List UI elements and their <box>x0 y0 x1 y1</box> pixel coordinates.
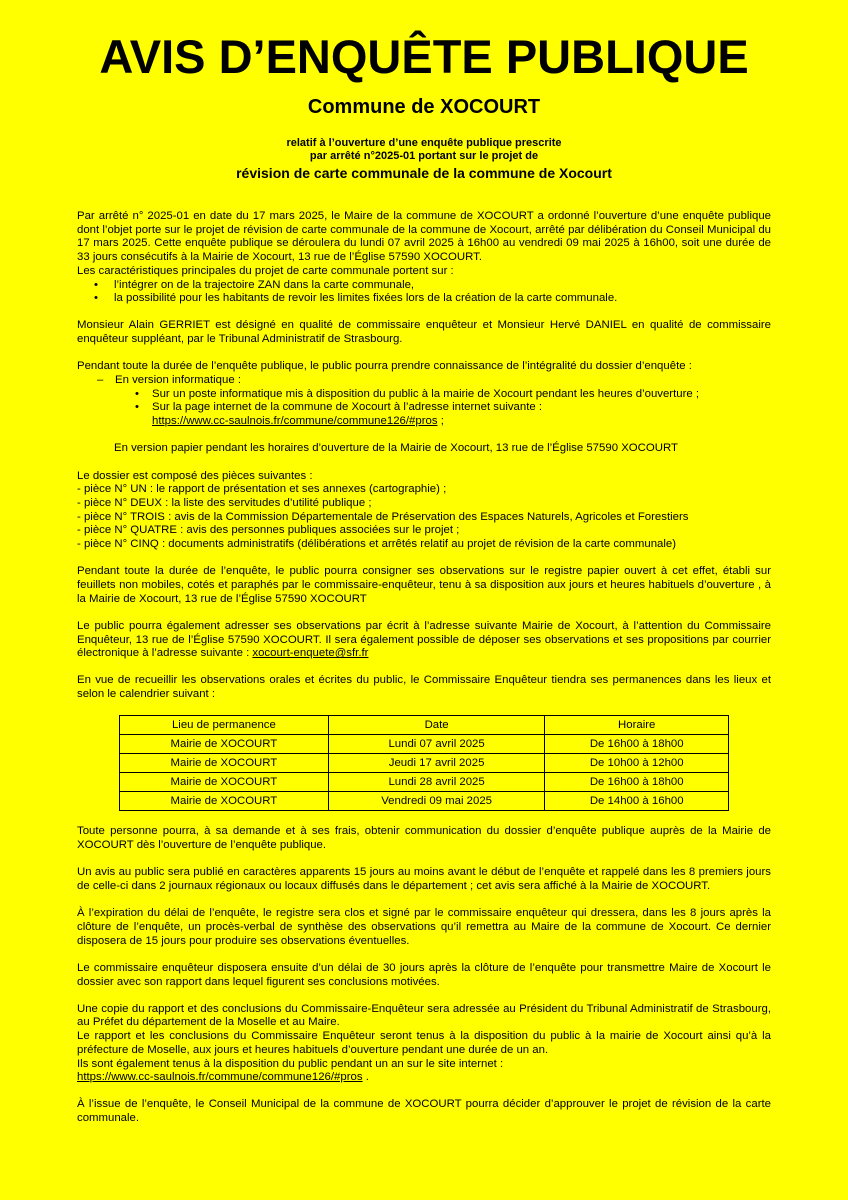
link-tail: . <box>362 1071 369 1084</box>
piece-item: - pièce N° TROIS : avis de la Commission Départementale de Préservation des Espaces Naturels, Agricoles et Forestiers <box>77 510 689 523</box>
paragraph-communication: Toute personne pourra, à sa demande et à ses frais, obtenir communication du dossier d’enquête publique auprès de la Mairie de XOCOURT dès l’ouverture de l’enquête publique. <box>77 825 771 852</box>
piece-item: - pièce N° DEUX : la liste des servitudes d’utilité publique ; <box>77 496 372 509</box>
table-row <box>120 773 729 792</box>
table-cell: De 14h00 à 16h00 <box>545 792 729 811</box>
table-row <box>120 754 729 773</box>
site-text: Ils sont également tenus à la disposition du public pendant un an sur le site internet : <box>77 1057 504 1070</box>
link-tail: ; <box>437 415 444 428</box>
column-header: Date <box>328 716 545 735</box>
relatif-line-3: révision de carte communale de la commune de Xocourt <box>236 165 612 181</box>
notice-body <box>77 210 771 1139</box>
table-cell: Mairie de XOCOURT <box>120 754 329 773</box>
table-cell: De 16h00 à 18h00 <box>545 773 729 792</box>
piece-item: - pièce N° CINQ : documents administratifs (délibérations et arrêtés relatif au projet de révision de la carte communale) <box>77 538 677 551</box>
arrete-text: Par arrêté n° 2025-01 en date du 17 mars 2025, le Maire de la commune de XOCOURT a ordonné l’ouverture d’une enquête publique dont l’objet porte sur le projet de révision de carte communale de la commune de Xocourt, arrêté par délibération du Conseil Municipal du 17 mars 2025. Cette enquête publique se déroulera du lundi 07 avril 2025 à 16h00 au vendredi 09 mai 2025 à 16h00, soit une durée de 33 jours consécutifs à la Mairie de Xocourt, 13 rue de l’Église 57590 XOCOURT. <box>77 210 771 264</box>
commune-web-link[interactable]: https://www.cc-saulnois.fr/commune/commune126/#pros <box>152 415 438 428</box>
relatif-line-2: par arrêté n°2025-01 portant sur le projet de <box>309 150 539 162</box>
list-item: • l’intégrer on de la trajectoire ZAN dans la carte communale, <box>114 279 771 293</box>
courrier-text: Le public pourra également adresser ses observations par écrit à l’adresse suivante Mairie de Xocourt, à l’attention du Commissaire Enquêteur, 13 rue de l’Église 57590 XOCOURT. Il sera également possible de déposer ses observations et ses propositions par courrier électronique à l’adresse suivante : <box>77 619 771 660</box>
paragraph-expiration: À l’expiration du délai de l’enquête, le registre sera clos et signé par le commissaire enquêteur qui dressera, dans les 8 jours après la clôture de l’enquête, un procès-verbal de synthèse des observations qu’il remettra au Maire de la commune de Xocourt. Ce dernier disposera de 15 jours pour produire ses observations éventuelles. <box>77 907 771 947</box>
column-header: Horaire <box>545 716 729 735</box>
paragraph-rapport: Le commissaire enquêteur disposera ensuite d’un délai de 30 jours après la clôture de l’enquête pour transmettre Maire de Xocourt le dossier avec son rapport dans lequel figurent ses conclusions motivées. <box>77 961 771 988</box>
paragraph-permanences: En vue de recueillir les observations orales et écrites du public, le Commissaire Enquêteur tiendra ses permanences dans les lieux et selon le calendrier suivant : <box>77 674 771 701</box>
paragraph-arrete <box>77 210 771 279</box>
table-cell: Lundi 28 avril 2025 <box>328 773 545 792</box>
paragraph-consultation: Pendant toute la durée de l’enquête publique, le public pourra prendre connaissance de l’intégralité du dossier d’enquête : <box>77 360 692 373</box>
permanences-table <box>119 715 729 811</box>
pieces-heading: Le dossier est composé des pièces suivantes : <box>77 469 313 482</box>
table-header-row <box>120 716 729 735</box>
informatique-list <box>77 388 771 429</box>
table-row <box>120 735 729 754</box>
paragraph-commissaire: Monsieur Alain GERRIET est désigné en qualité de commissaire enquêteur et Monsieur Hervé DANIEL en qualité de commissaire enquêteur suppléant, par le Tribunal Administratif de Strasbourg. <box>77 319 771 346</box>
paragraph-copie <box>77 1003 771 1085</box>
table-cell: Lundi 07 avril 2025 <box>328 735 545 754</box>
list-item: • la possibilité pour les habitants de revoir les limites fixées lors de la création de la carte communale. <box>114 292 771 306</box>
dash-marker: – <box>97 374 104 387</box>
caracteristiques-text: Les caractéristiques principales du projet de carte communale portent sur : <box>77 264 454 277</box>
table-cell: Vendredi 09 mai 2025 <box>328 792 545 811</box>
site-web-link[interactable]: https://www.cc-saulnois.fr/commune/commune126/#pros <box>77 1071 363 1084</box>
dash-item-label: En version informatique : <box>115 374 241 387</box>
paragraph-registre: Pendant toute la durée de l’enquête, le public pourra consigner ses observations sur le registre papier ouvert à cet effet, établi sur feuillets non mobiles, cotés et paraphés par le commissaire-enquêteur, tenu à sa disposition aux jours et heures habituels d’ouverture , à la Mairie de Xocourt, 13 rue de l’Église 57590 XOCOURT <box>77 565 771 605</box>
paragraph-pieces <box>77 470 771 552</box>
table-cell: Mairie de XOCOURT <box>120 735 329 754</box>
relatif-line-1: relatif à l’ouverture d’une enquête publique prescrite <box>286 137 562 149</box>
page-title: AVIS D’ENQUÊTE PUBLIQUE <box>99 30 749 83</box>
email-link[interactable]: xocourt-enquete@sfr.fr <box>252 647 369 660</box>
commune-subtitle: Commune de XOCOURT <box>307 96 541 118</box>
table-cell: Mairie de XOCOURT <box>120 773 329 792</box>
disposition-text: Le rapport et les conclusions du Commissaire Enquêteur seront tenus à la disposition du public à la mairie de Xocourt ainsi qu’à la préfecture de Moselle, aux jours et heures habituels d’ouverture pendant une durée de un an. <box>77 1030 771 1056</box>
table-cell: Jeudi 17 avril 2025 <box>328 754 545 773</box>
table-cell: De 16h00 à 18h00 <box>545 735 729 754</box>
relatif-block <box>0 137 848 182</box>
table-cell: Mairie de XOCOURT <box>120 792 329 811</box>
piece-item: - pièce N° UN : le rapport de présentation et ses annexes (cartographie) ; <box>77 483 447 496</box>
paragraph-conclusion: À l’issue de l’enquête, le Conseil Municipal de la commune de XOCOURT pourra décider d’approuver le projet de révision de la carte communale. <box>77 1098 771 1125</box>
list-item <box>152 401 771 428</box>
paragraph-courrier <box>77 620 771 661</box>
copie-text: Une copie du rapport et des conclusions du Commissaire-Enquêteur sera adressée au Président du Tribunal Administratif de Strasbourg, au Préfet du département de la Moselle et au Maire. <box>77 1002 771 1029</box>
table-cell: De 10h00 à 12h00 <box>545 754 729 773</box>
piece-item: - pièce N° QUATRE : avis des personnes publiques associées sur le projet ; <box>77 524 460 537</box>
caracteristiques-list <box>77 279 771 306</box>
list-item: • Sur un poste informatique mis à disposition du public à la mairie de Xocourt pendant les heures d’ouverture ; <box>152 388 771 402</box>
list-item-text: Sur la page internet de la commune de Xocourt à l’adresse internet suivante : <box>152 401 543 414</box>
column-header: Lieu de permanence <box>120 716 329 735</box>
dash-item-informatique <box>77 374 771 388</box>
paragraph-avis: Un avis au public sera publié en caractères apparents 15 jours au moins avant le début de l’enquête et rappelé dans les 8 premiers jours de celle-ci dans 2 journaux régionaux ou locaux diffusés dans le département ; cet avis sera affiché à la Mairie de XOCOURT. <box>77 866 771 892</box>
table-row <box>120 792 729 811</box>
paragraph-papier: En version papier pendant les horaires d’ouverture de la Mairie de Xocourt, 13 rue de l’Église 57590 XOCOURT <box>114 442 678 455</box>
